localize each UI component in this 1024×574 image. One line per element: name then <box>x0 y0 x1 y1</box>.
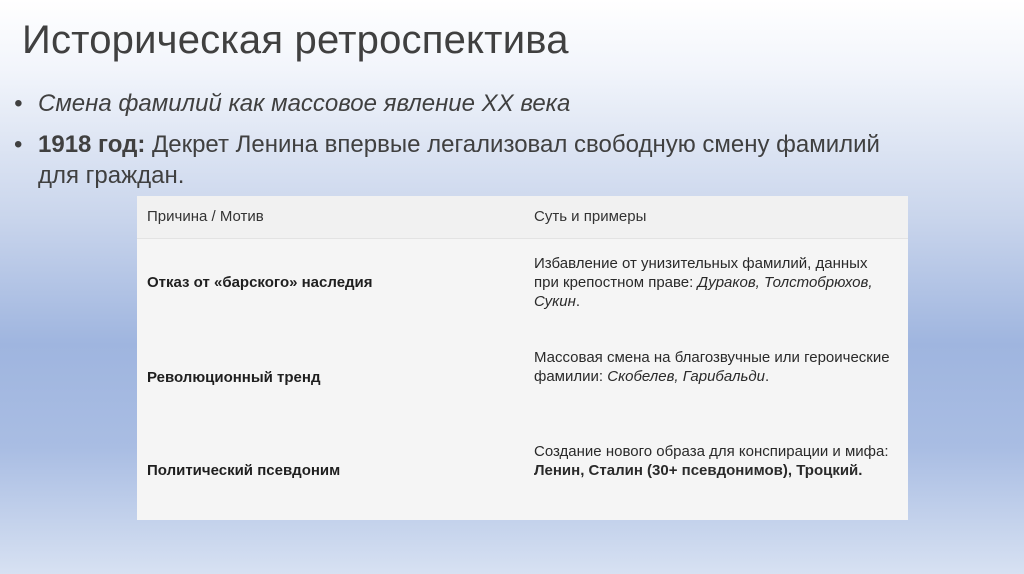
row-text: Избавление от унизительных фамилий, данных при крепостном праве: <box>534 255 868 291</box>
reasons-table <box>137 196 908 520</box>
row-description <box>534 442 894 480</box>
table-header <box>137 196 908 239</box>
header-reason: Причина / Мотив <box>147 208 264 225</box>
bullet-text-2: Декрет Ленина впервые легализовал свободную смену фамилий для граждан. <box>38 131 880 189</box>
row-end: . <box>765 368 770 385</box>
row-examples: Дураков, Толстобрюхов, Сукин <box>534 274 873 310</box>
bullet-year: 1918 год: <box>38 131 146 158</box>
row-reason: Отказ от «барского» наследия <box>147 274 373 291</box>
header-essence: Суть и примеры <box>534 208 647 225</box>
row-description <box>534 348 894 386</box>
row-end: . <box>858 462 863 479</box>
bullet-list <box>14 88 914 191</box>
row-description <box>534 254 894 311</box>
row-reason: Политический псевдоним <box>147 462 341 479</box>
slide-title: Историческая ретроспектива <box>22 18 569 62</box>
row-text: Массовая смена на благозвучные или героические фамилии: <box>534 349 890 385</box>
bullet-item-1 <box>14 88 914 119</box>
row-reason: Революционный тренд <box>147 369 321 386</box>
bullet-item-2 <box>14 129 914 191</box>
row-end: . <box>575 293 581 310</box>
bullet-dot-icon: • <box>14 131 23 158</box>
row-examples: Скобелев, Гарибальди <box>607 368 766 385</box>
row-examples: Ленин, Сталин (30+ псевдонимов), Троцкий <box>534 462 859 479</box>
bullet-dot-icon: • <box>14 90 23 117</box>
row-text: Создание нового образа для конспирации и мифа: <box>534 443 889 460</box>
bullet-text-1: Смена фамилий как массовое явление XX века <box>38 90 571 117</box>
